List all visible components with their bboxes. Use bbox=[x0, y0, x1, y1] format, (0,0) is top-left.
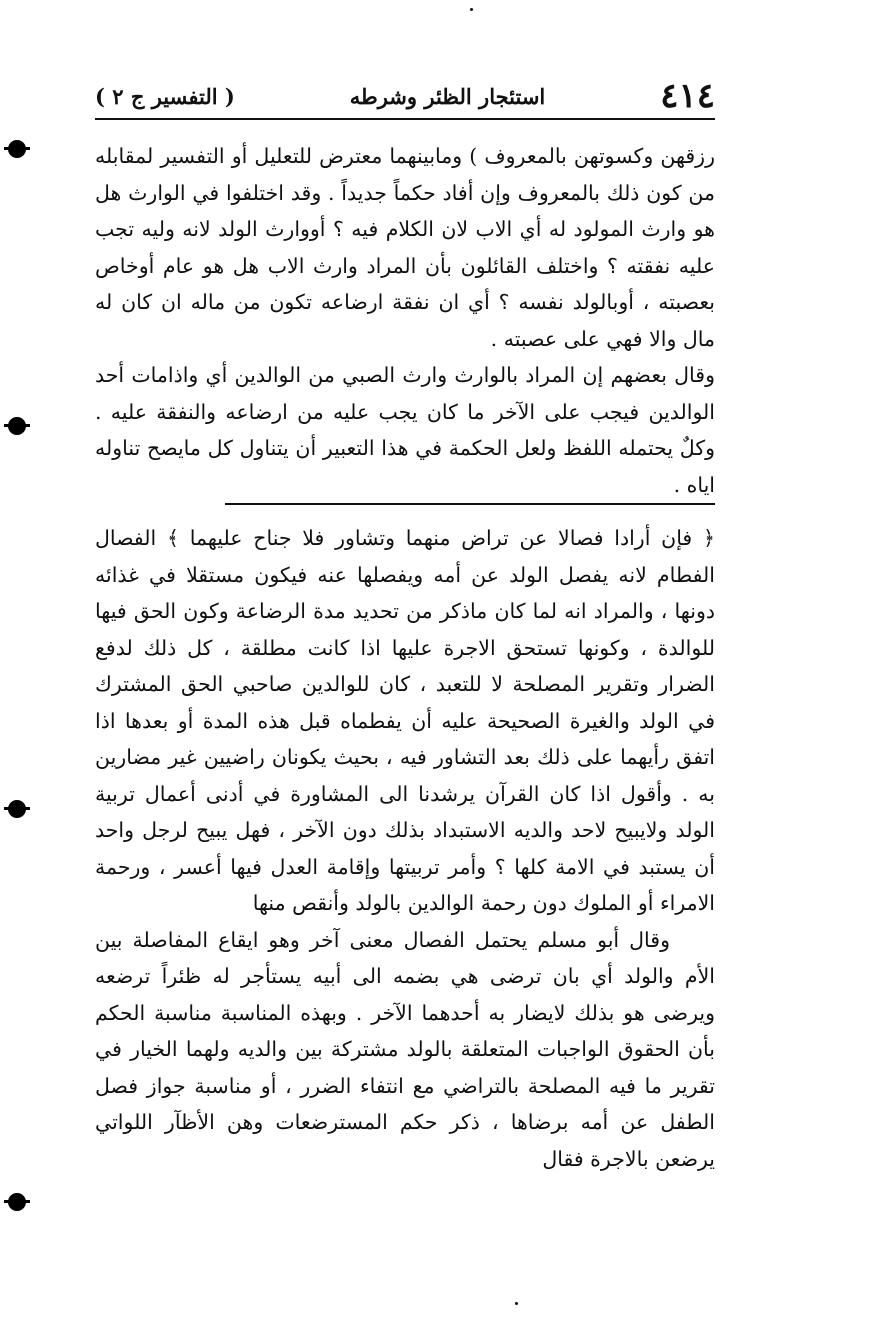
binding-hole-mark bbox=[8, 140, 26, 158]
top-text-block bbox=[95, 138, 715, 503]
bottom-text-block bbox=[95, 520, 715, 1177]
scan-speck bbox=[515, 1302, 518, 1305]
section-separator bbox=[225, 503, 715, 505]
page-header bbox=[95, 74, 715, 120]
scan-speck bbox=[470, 8, 473, 11]
page-number: ٤١٤ bbox=[660, 76, 715, 116]
binding-hole-mark bbox=[8, 417, 26, 435]
paragraph: وقال أبو مسلم يحتمل الفصال معنى آخر وهو ايقاع المفاصلة بين الأم والولد أي بان ترضى هي بضمه الى أبيه يستأجر له ظئراً ترضعه ويرضى هو بذلك لايضار به أحدهما الآخر . وبهذه المناسبة مناسبة الحكم بأن الحقوق الواجبات المتعلقة بالولد مشتركة بين والديه ولهما الخيار في تقرير ما فيه المصلحة بالتراضي مع انتفاء الضرر ، أو مناسبة جواز فصل الطفل عن أمه برضاها ، ذكر حكم المسترضعات وهن الأظآر اللواتي يرضعن بالاجرة فقال bbox=[95, 927, 715, 1171]
binding-hole-mark bbox=[8, 1193, 26, 1211]
paragraph: ﴿ فإن أرادا فصالا عن تراض منهما وتشاور فلا جناح عليهما ﴾ الفصال الفطام لانه يفصل الولد عن أمه ويفصلها عنه فيكون مستقلا في غذائه دونها ، والمراد انه لما كان ماذكر من تحديد مدة الرضاعة وكون الحق فيها للوالدة ، وكونها تستحق الاجرة عليها اذا كانت مطلقة ، كل ذلك لدفع الضرار وتقرير المصلحة لا للتعبد ، كان للوالدين صاحبي الحق المشترك في الولد والغيرة الصحيحة عليه أن يفطماه قبل هذه المدة أو بعدها اذا اتفق رأيهما على ذلك بعد التشاور فيه ، بحيث يكونان راضيين غير مضارين به . وأقول اذا كان القرآن يرشدنا الى المشاورة في أدنى أعمال تربية الولد ولايبيح لاحد والديه الاستبداد بذلك دون الآخر ، فهل يبيح لرجل واحد أن يستبد في الامة كلها ؟ وأمر تربيتها وإقامة العدل فيها أعسر ، ورحمة الامراء أو الملوك دون رحمة الوالدين بالولد وأنقص منها bbox=[95, 526, 715, 915]
binding-hole-mark bbox=[8, 800, 26, 818]
paragraph: وقال بعضهم إن المراد بالوارث وارث الصبي من الوالدين أي واذامات أحد الوالدين فيجب على الآخر ما كان يجب عليه من ارضاعه والنفقة عليه . وكلٌ يحتمله اللفظ ولعل الحكمة في هذا التعبير أن يتناول كل مايصح تناوله اياه . bbox=[95, 363, 715, 497]
running-title: استئجار الظئر وشرطه bbox=[349, 83, 546, 109]
paragraph: رزقهن وكسوتهن بالمعروف ) ومابينهما معترض للتعليل أو التفسير لمقابله من كون ذلك بالمعروف وإن أفاد حكماً جديداً . وقد اختلفوا في الوارث هل هو وارث المولود له أي الاب لان الكلام فيه ؟ أووارث الولد لانه وليه تجب عليه نفقته ؟ واختلف القائلون بأن المراد وارث الاب هل هو عام أوخاص بعصبته ، أوبالولد نفسه ؟ أي ان نفقة ارضاعه تكون من ماله ان كان له مال والا فهي على عصبته . bbox=[95, 144, 715, 351]
section-reference: ( التفسير ج ٢ ) bbox=[95, 83, 235, 109]
